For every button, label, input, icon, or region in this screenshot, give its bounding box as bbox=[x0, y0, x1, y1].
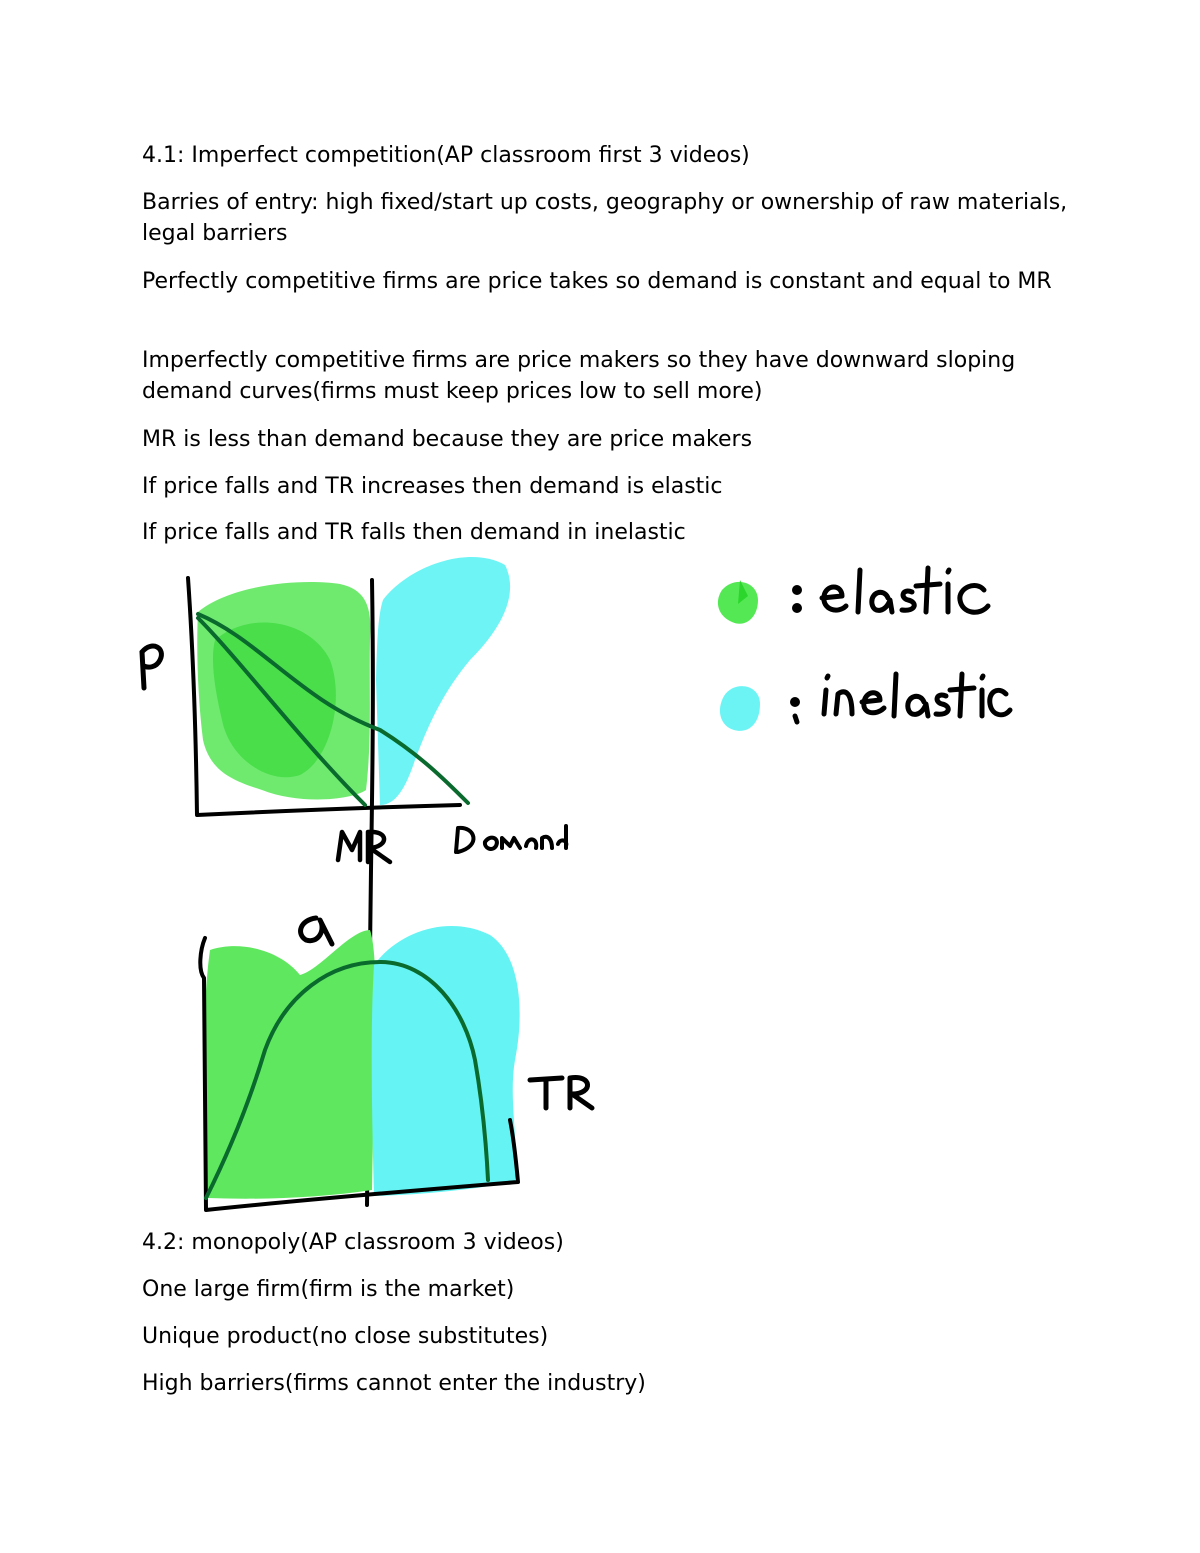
legend-inelastic-swatch-icon bbox=[720, 686, 760, 731]
label-q-icon bbox=[301, 918, 332, 944]
legend-inelastic-text-icon bbox=[793, 674, 1011, 722]
paragraph-barriers: Barries of entry: high fixed/start up costs, geography or ownership of raw materials, legal barriers bbox=[142, 190, 1068, 246]
upper-elastic-region bbox=[197, 582, 370, 799]
paragraph-unique-product: Unique product(no close substitutes) bbox=[142, 1324, 549, 1349]
lower-inelastic-region bbox=[372, 926, 520, 1196]
label-p-icon bbox=[142, 646, 161, 688]
label-demand-icon bbox=[456, 826, 566, 852]
section-1-heading: 4.1: Imperfect competition(AP classroom first 3 videos) bbox=[142, 143, 750, 168]
lower-elastic-region bbox=[204, 930, 375, 1199]
paragraph-mr-less-than-demand: MR is less than demand because they are price makers bbox=[142, 427, 753, 452]
section-2-heading: 4.2: monopoly(AP classroom 3 videos) bbox=[142, 1230, 564, 1255]
paragraph-one-large-firm: One large firm(firm is the market) bbox=[142, 1277, 515, 1302]
paragraph-elastic-rule: If price falls and TR increases then demand is elastic bbox=[142, 474, 723, 499]
paragraph-imperfect-competition: Imperfectly competitive firms are price makers so they have downward sloping demand curves(firms must keep prices low to sell more) bbox=[142, 348, 1016, 404]
label-tr-icon bbox=[530, 1077, 592, 1108]
paragraph-inelastic-rule: If price falls and TR falls then demand in inelastic bbox=[142, 520, 686, 545]
paragraph-high-barriers: High barriers(firms cannot enter the industry) bbox=[142, 1371, 646, 1396]
label-mr-icon bbox=[338, 832, 390, 862]
legend-elastic-swatch-icon bbox=[718, 580, 758, 624]
legend-elastic-text-icon bbox=[795, 568, 989, 612]
upper-inelastic-region bbox=[376, 557, 510, 805]
paragraph-perfect-competition: Perfectly competitive firms are price takes so demand is constant and equal to MR bbox=[142, 269, 1052, 294]
